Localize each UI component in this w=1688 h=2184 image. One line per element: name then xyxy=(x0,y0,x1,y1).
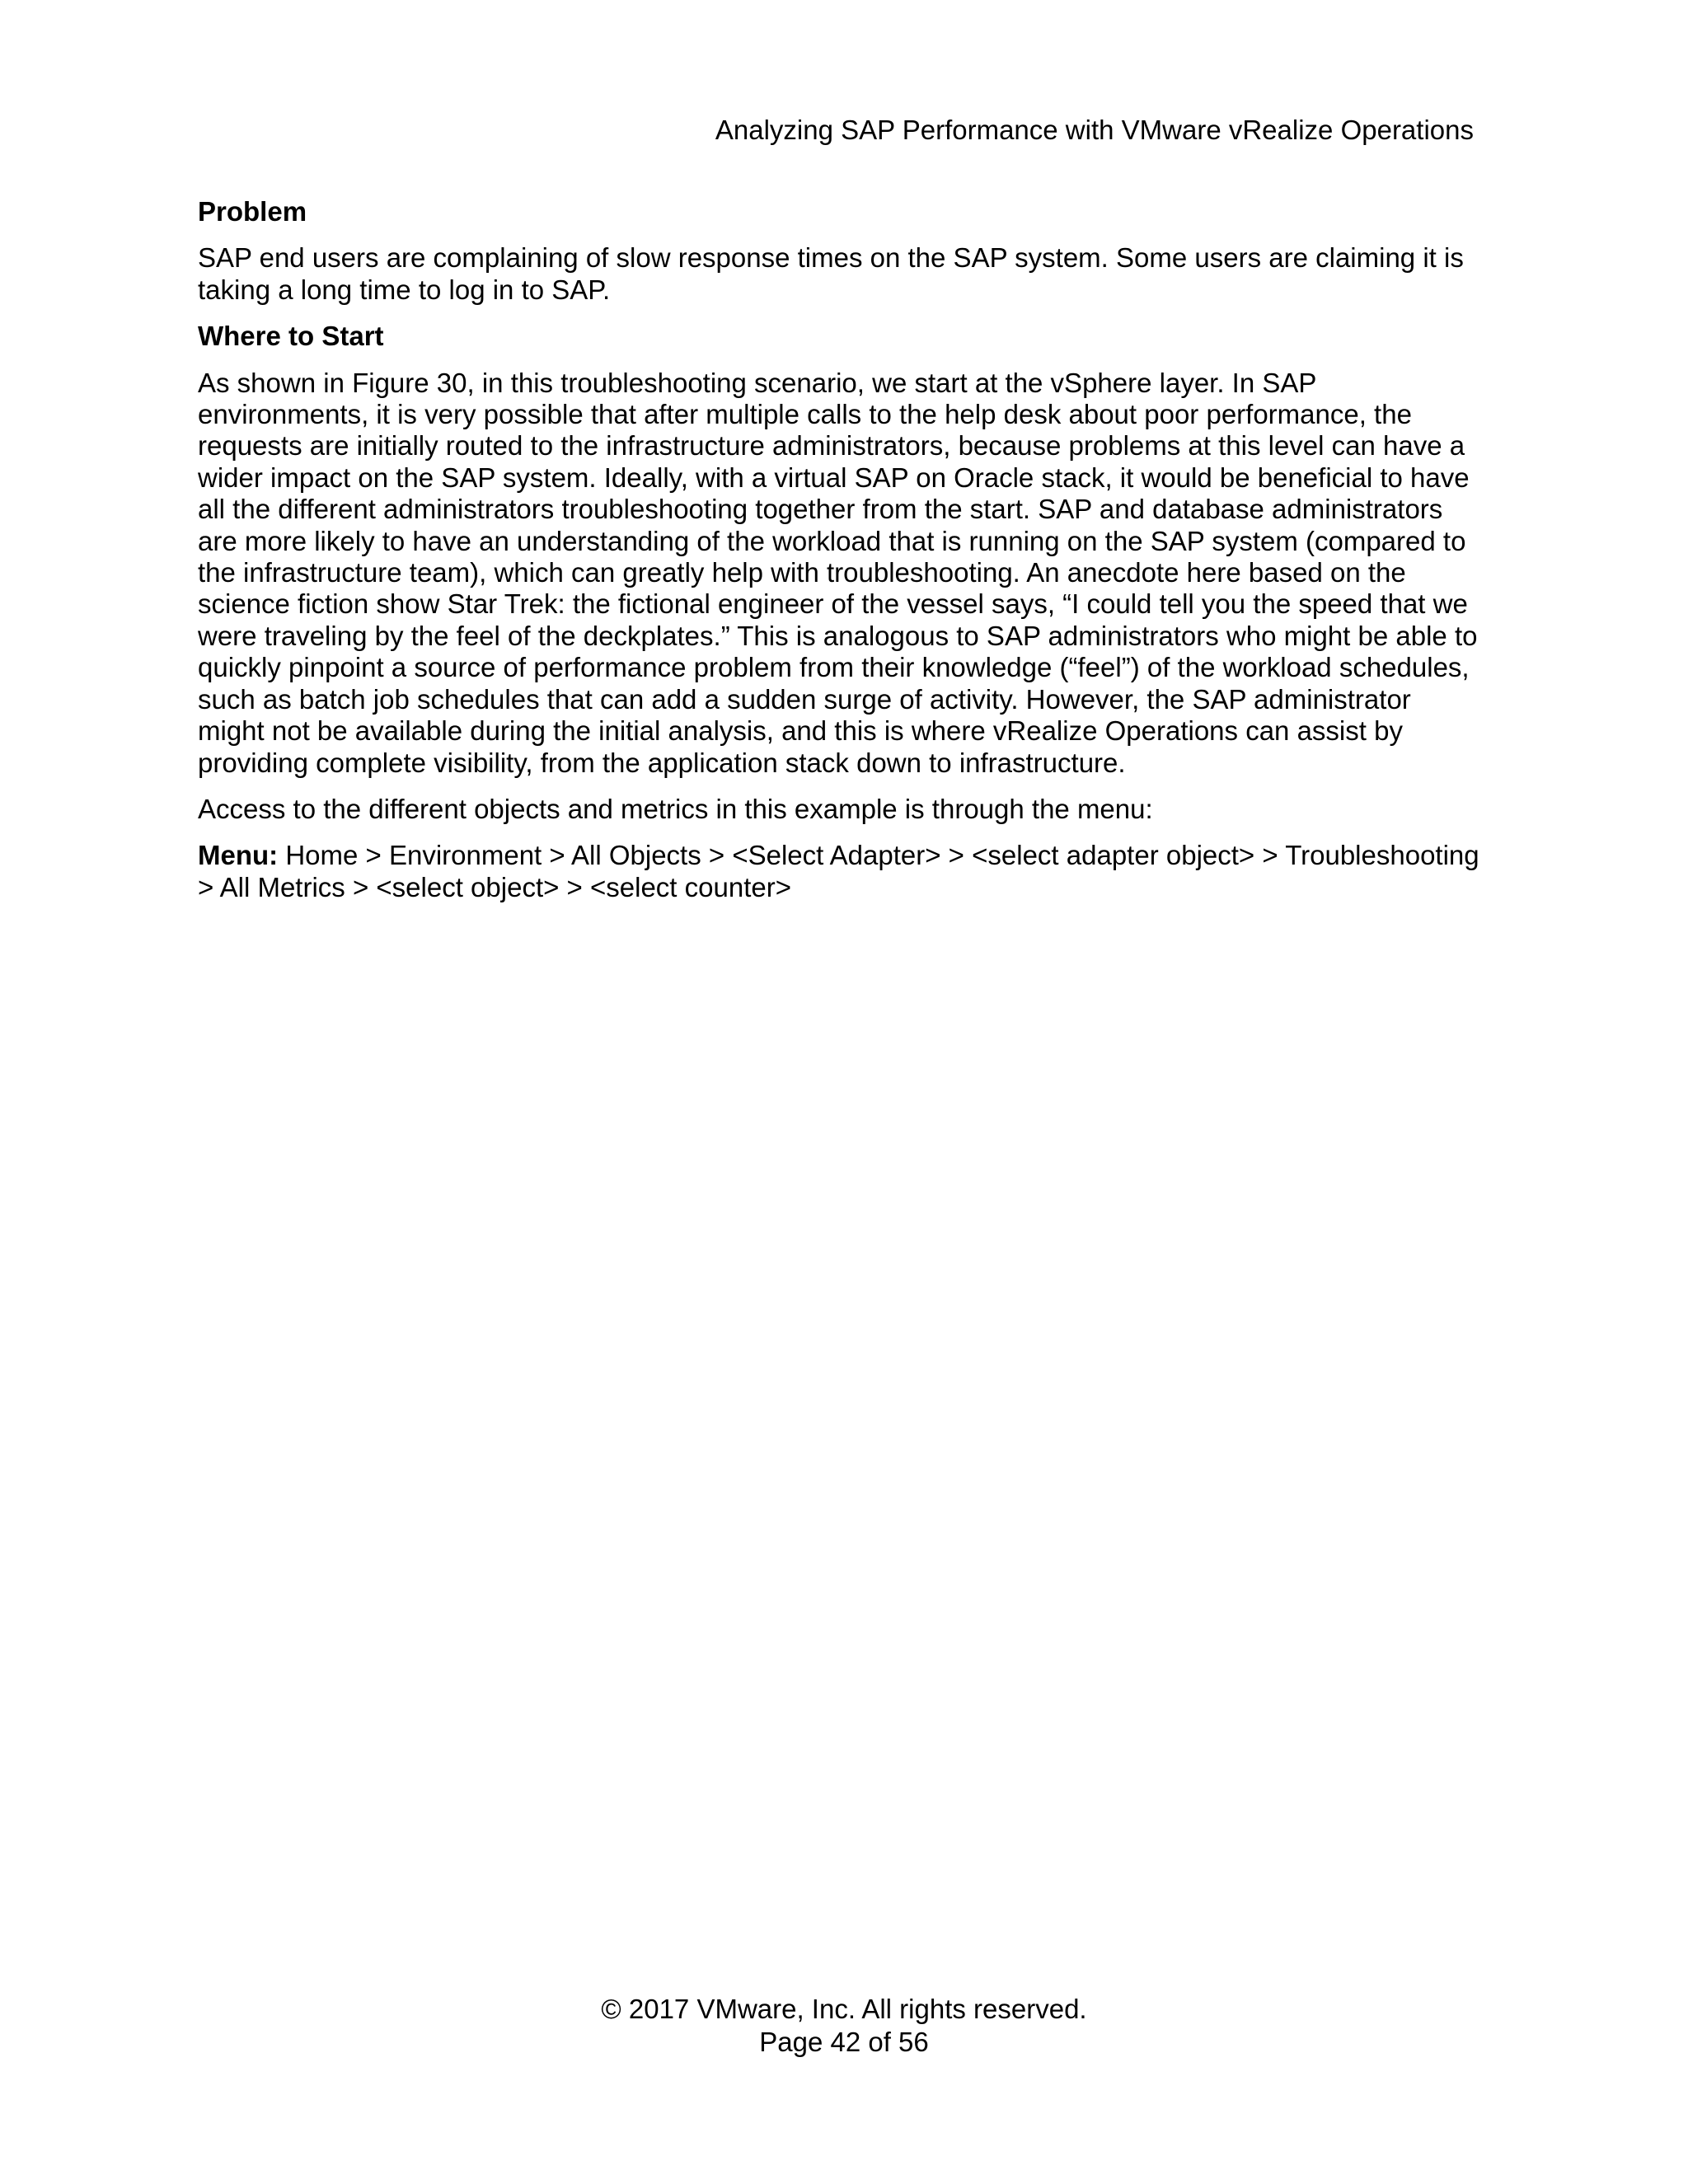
document-body xyxy=(198,196,1484,918)
menu-path: Home > Environment > All Objects > <Select Adapter> > <select adapter object> > Troubleshooting > All Metrics > <select object> > <select counter> xyxy=(198,840,1479,902)
where-to-start-heading: Where to Start xyxy=(198,321,384,352)
copyright-notice: © 2017 VMware, Inc. All rights reserved. xyxy=(601,1994,1087,2024)
page-footer xyxy=(0,1993,1688,2059)
problem-paragraph: SAP end users are complaining of slow response times on the SAP system. Some users are claiming it is taking a long time to log in to SAP. xyxy=(198,242,1464,305)
menu-path-paragraph xyxy=(198,840,1484,903)
menu-label: Menu: xyxy=(198,840,279,871)
running-header: Analyzing SAP Performance with VMware vRealize Operations xyxy=(715,115,1474,145)
page-number: Page 42 of 56 xyxy=(759,2027,929,2057)
problem-heading: Problem xyxy=(198,196,307,227)
where-to-start-paragraph: As shown in Figure 30, in this troubleshooting scenario, we start at the vSphere layer. In SAP environments, it is very possible that after multiple calls to the help desk about poor performance, the requests are initially routed to the infrastructure administrators, because problems at this level can have a wider impact on the SAP system. Ideally, with a virtual SAP on Oracle stack, it would be beneficial to have all the different administrators troubleshooting together from the start. SAP and database administrators are more likely to have an understanding of the workload that is running on the SAP system (compared to the infrastructure team), which can greatly help with troubleshooting. An anecdote here based on the science fiction show Star Trek: the fictional engineer of the vessel says, “I could tell you the speed that we were traveling by the feel of the deckplates.” This is analogous to SAP administrators who might be able to quickly pinpoint a source of performance problem from their knowledge (“feel”) of the workload schedules, such as batch job schedules that can add a sudden surge of activity. However, the SAP administrator might not be available during the initial analysis, and this is where vRealize Operations can assist by providing complete visibility, from the application stack down to infrastructure. xyxy=(198,367,1478,778)
access-paragraph: Access to the different objects and metrics in this example is through the menu: xyxy=(198,793,1153,824)
